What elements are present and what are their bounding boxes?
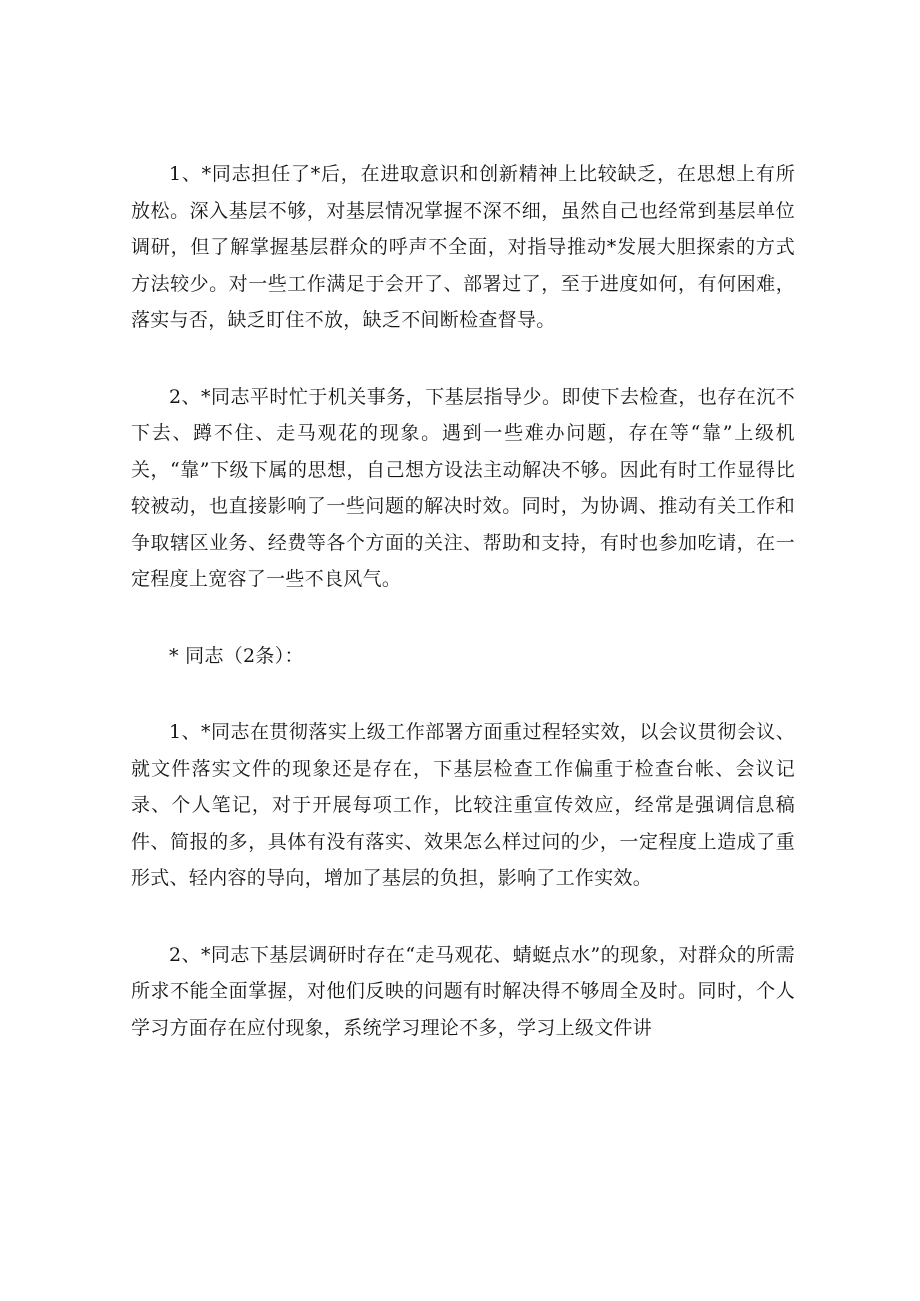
paragraph-spacer [131, 674, 795, 714]
paragraph-1: 1、*同志担任了*后，在进取意识和创新精神上比较缺乏，在思想上有所放松。深入基层不够，对基层情况掌握不深不细，虽然自己也经常到基层单位调研，但了解掌握基层群众的呼声不全面，对指导推动*发展大胆探索的方式方法较少。对一些工作满足于会开了、部署过了，至于进度如何，有何困难，落实与否，缺乏盯住不放，缺乏不间断检查督导。 [131, 163, 795, 331]
section-heading: * 同志（2条）： [169, 644, 304, 667]
paragraph-4: 2、*同志下基层调研时存在“走马观花、蜻蜓点水”的现象，对群众的所需所求不能全面掌握，对他们反映的问题有时解决得不够周全及时。同时，个人学习方面存在应付现象，系统学习理论不多，学习上级文件讲 [131, 943, 795, 1039]
paragraph-2: 2、*同志平时忙于机关事务，下基层指导少。即使下去检查，也存在沉不下去、蹲不住、走马观花的现象。遇到一些难办问题，存在等“靠”上级机关，“靠”下级下属的思想，自己想方设法主动解决不够。因此有时工作显得比较被动，也直接影响了一些问题的解决时效。同时，为协调、推动有关工作和争取辖区业务、经费等各个方面的关注、帮助和支持，有时也参加吃请，在一定程度上宽容了一些不良风气。 [131, 385, 795, 590]
paragraph-3: 1、*同志在贯彻落实上级工作部署方面重过程轻实效，以会议贯彻会议、就文件落实文件的现象还是存在，下基层检查工作偏重于检查台帐、会议记录、个人笔记，对于开展每项工作，比较注重宣传效应，经常是强调信息稿件、简报的多，具体有没有落实、效果怎么样过问的少，一定程度上造成了重形式、轻内容的导向，增加了基层的负担，影响了工作实效。 [131, 721, 795, 889]
document-body [131, 156, 795, 1046]
paragraph-spacer [131, 598, 795, 638]
paragraph-spacer [131, 897, 795, 937]
paragraph-spacer [131, 339, 795, 379]
